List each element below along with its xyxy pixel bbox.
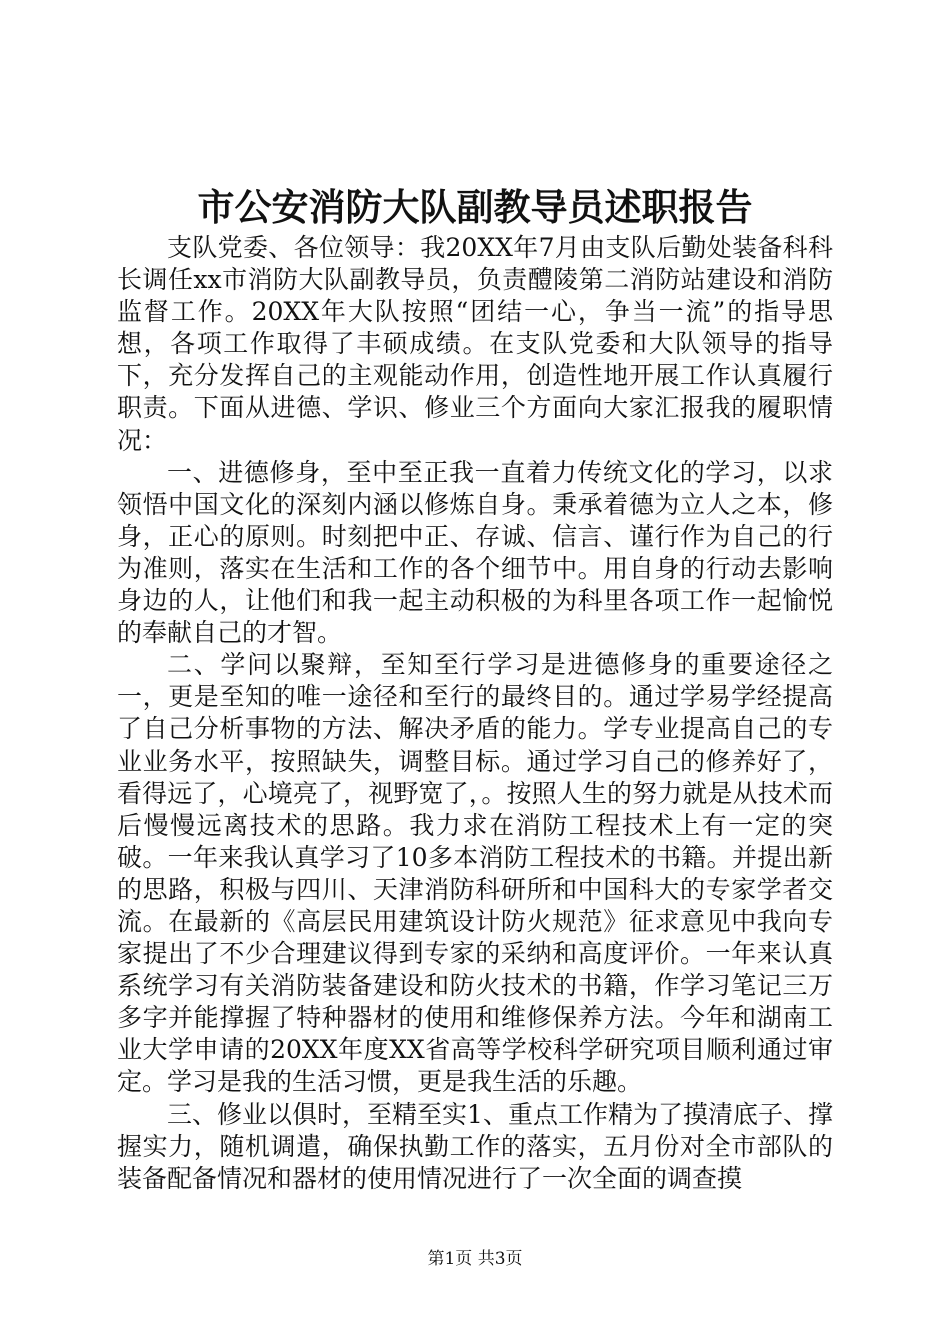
paragraph-intro: 支队党委、各位领导：我20XX年7月由支队后勤处装备科科长调任xx市消防大队副教导员，负责醴陵第二消防站建设和消防监督工作。20XX年大队按照“团结一心，争当一流”的指导思想，各项工作取得了丰硕成绩。在支队党委和大队领导的指导下，充分发挥自己的主观能动作用，创造性地开展工作认真履行职责。下面从进德、学识、修业三个方面向大家汇报我的履职情况： xyxy=(117,233,833,455)
document-title: 市公安消防大队副教导员述职报告 xyxy=(197,185,753,229)
page-footer: 第1页 共3页 xyxy=(427,1249,523,1269)
paragraph-section-3: 三、修业以俱时，至精至实1、重点工作精为了摸清底子、撑握实力，随机调遣，确保执勤工作的落实，五月份对全市部队的装备配备情况和器材的使用情况进行了一次全面的调查摸 xyxy=(117,1099,833,1193)
document-body xyxy=(117,232,833,1195)
paragraph-section-2: 二、学问以聚辩，至知至行学习是进德修身的重要途径之一，更是至知的唯一途径和至行的最终目的。通过学易学经提高了自己分析事物的方法、解决矛盾的能力。学专业提高自己的专业业务水平，按照缺失，调整目标。通过学习自己的修养好了，看得远了，心境亮了，视野宽了，。按照人生的努力就是从技术而后慢慢远离技术的思路。我力求在消防工程技术上有一定的突破。一年来我认真学习了10多本消防工程技术的书籍。并提出新的思路，积极与四川、天津消防科研所和中国科大的专家学者交流。在最新的《高层民用建筑设计防火规范》征求意见中我向专家提出了不少合理建议得到专家的采纳和高度评价。一年来认真系统学习有关消防装备建设和防火技术的书籍，作学习笔记三万多字并能撑握了特种器材的使用和维修保养方法。今年和湖南工业大学申请的20XX年度XX省高等学校科学研究项目顺利通过审定。学习是我的生活习惯，更是我生活的乐趣。 xyxy=(117,650,833,1097)
paragraph-section-1: 一、进德修身，至中至正我一直着力传统文化的学习，以求领悟中国文化的深刻内涵以修炼自身。秉承着德为立人之本，修身，正心的原则。时刻把中正、存诚、信言、谨行作为自己的行为准则，落实在生活和工作的各个细节中。用自身的行动去影响身边的人，让他们和我一起主动积极的为科里各项工作一起愉悦的奉献自己的才智。 xyxy=(117,457,833,648)
